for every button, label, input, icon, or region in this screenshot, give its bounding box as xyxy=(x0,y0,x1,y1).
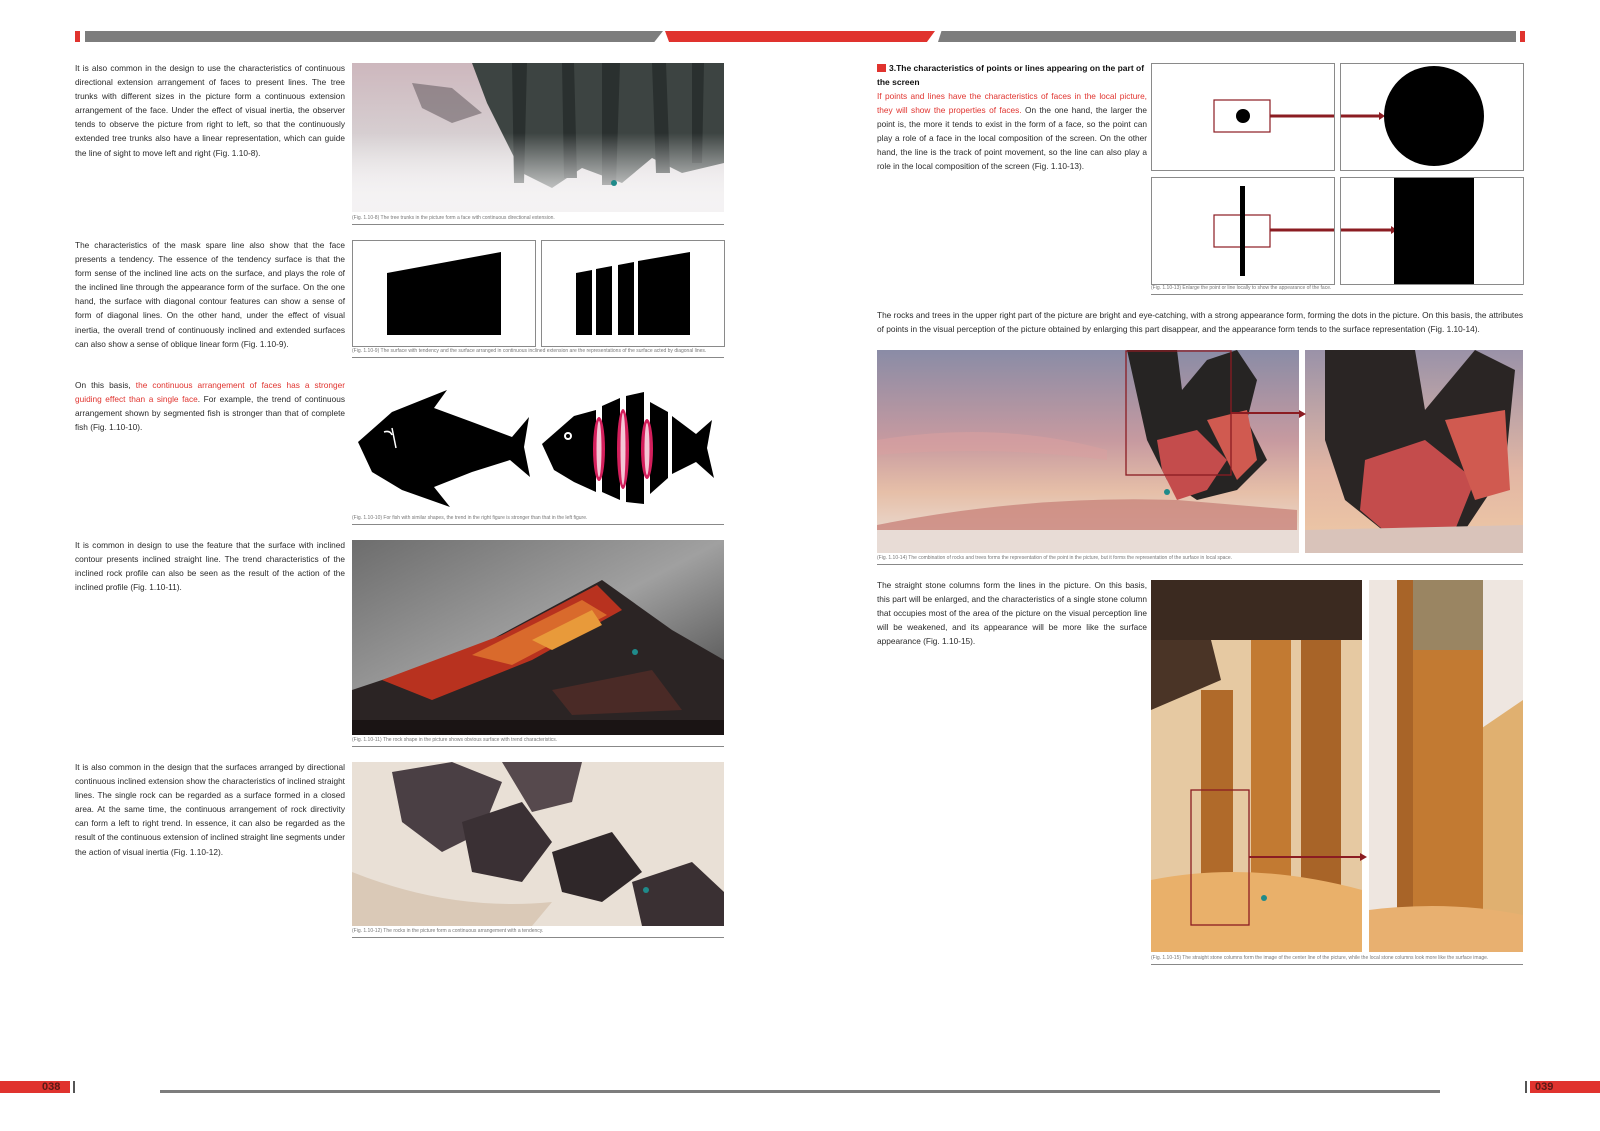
figure-stone-column-enlarged xyxy=(1369,580,1523,952)
section-heading xyxy=(877,61,1147,89)
paragraph-fig-1-10-11: It is common in design to use the feature that the surface with inclined contour presents inclined straight line. The trend characteristics of the inclined rock profile can also be seen as the result of the action of the inclined profile (Fig. 1.10-11). xyxy=(75,540,345,593)
heading-text: 3.The characteristics of points or lines appearing on the part of the screen xyxy=(877,63,1145,87)
figure-rocks-trees-full xyxy=(877,350,1299,553)
paragraph-fig-1-10-8: It is also common in the design to use the characteristics of continuous directional extension arrangement of faces to present lines. The tree trunks with different sizes in the picture form a continuous extension arrangement of the face. Under the effect of visual inertia, the observer tends to observe the picture from right to left, so that the continuously extended tree trunks also have a linear representation, which can guide the line of sight to move left and right (Fig. 1.10-8). xyxy=(75,63,345,158)
paragraph-text-prefix: On this basis, xyxy=(75,380,136,390)
caption-fig-1-10-10: (Fig. 1.10-10) For fish with similar shapes, the trend in the right figure is stronger than that in the left figure. xyxy=(352,515,724,525)
complete-fish xyxy=(358,390,530,507)
line-locator xyxy=(1152,178,1334,284)
caption-fig-1-10-13: (Fig. 1.10-13) Enlarge the point or line locally to show the appearance of the face. xyxy=(1151,285,1523,295)
caption-fig-1-10-8: (Fig. 1.10-8) The tree trunks in the picture form a face with continuous directional extension. xyxy=(352,215,724,225)
figure-tendency-surface-single xyxy=(352,240,536,347)
page-number-right: 039 xyxy=(1535,1081,1554,1093)
figure-line-small xyxy=(1151,177,1335,285)
paragraph-text-suffix: . For example, the trend of continuous arrangement shown by segmented fish is stronger than that of complete fish (Fig. 1.10-10). xyxy=(75,394,345,433)
paragraph-fig-1-10-13 xyxy=(877,89,1147,174)
header-gray-bar-left xyxy=(85,31,663,42)
heading-marker xyxy=(877,64,886,72)
landscape-painting xyxy=(877,350,1299,553)
enlarged-point xyxy=(1341,64,1523,170)
footer-divider-right xyxy=(1525,1081,1527,1093)
paragraph-fig-1-10-9: The characteristics of the mask spare line also show that the face presents a tendency. The essence of the tendency surface is that the form sense of the inclined line acts on the surface, and plays the role of the inclined line through the appearance form of the surface. On the one hand, the surface with diagonal contour features can show a sense of form of diagonal lines. On the other hand, under the effect of visual inertia, the overall trend of continuously inclined and extended surfaces can also show a sense of oblique linear form (Fig. 1.10-9). xyxy=(75,240,345,349)
paragraph-fig-1-10-12: It is also common in the design that the surfaces arranged by directional continuous inclined extension show the characteristics of inclined straight lines. The single rock can be regarded as a surface formed in a closed area. At the same time, the continuous arrangement of rock directivity can form a left to right trend. In essence, it can also be regarded as the result of the continuous extension of inclined straight line segments under the action of visual inertia (Fig. 1.10-12). xyxy=(75,762,345,857)
caption-fig-1-10-14: (Fig. 1.10-14) The combination of rocks and trees forms the representation of the point in the picture, but it forms the representation of the surface in local space. xyxy=(877,555,1523,565)
caption-fig-1-10-11: (Fig. 1.10-11) The rock shape in the picture shows obvious surface with trend characteristics. xyxy=(352,737,724,747)
forest-painting xyxy=(352,63,724,212)
caption-fig-1-10-12: (Fig. 1.10-12) The rocks in the picture form a continuous arrangement with a tendency. xyxy=(352,928,724,938)
caption-fig-1-10-9: (Fig. 1.10-9) The surface with tendency and the surface arranged in continuous inclined extension are the representations of the surface acted by diagonal lines. xyxy=(352,348,724,358)
paragraph-fig-1-10-15: The straight stone columns form the lines in the picture. On this basis, this part will be enlarged, and the characteristics of a single stone column that occupies most of the area of the picture on the visual perception line will be weakened, and its appearance will be more like the surface appearance (Fig. 1.10-15). xyxy=(877,580,1147,647)
caption-fig-1-10-15: (Fig. 1.10-15) The straight stone columns form the image of the center line of the picture, while the local stone columns look more like the surface image. xyxy=(1151,955,1523,965)
columns-painting xyxy=(1151,580,1362,952)
fish-silhouettes xyxy=(352,382,724,512)
header-bar xyxy=(0,0,1600,44)
header-red-mark-left xyxy=(75,31,80,42)
figure-rocks-trees-enlarged xyxy=(1305,350,1523,553)
highlight-text: the continuous arrangement of faces has a stronger guiding effect than a single face xyxy=(75,380,345,405)
point-locator xyxy=(1152,64,1334,170)
segmented-inclined-faces xyxy=(542,241,724,346)
figure-stone-columns-full xyxy=(1151,580,1362,952)
single-inclined-face xyxy=(353,241,535,346)
enlarged-line xyxy=(1341,178,1523,284)
header-red-mark-right xyxy=(1520,31,1525,42)
enlarged-landscape xyxy=(1305,350,1523,553)
rocks-painting xyxy=(352,762,724,926)
figure-line-enlarged xyxy=(1340,177,1524,285)
enlarged-column xyxy=(1369,580,1523,952)
rock-painting xyxy=(352,540,724,735)
paragraph-fig-1-10-14: The rocks and trees in the upper right part of the picture are bright and eye-catching, with a strong appearance form, forming the dots in the picture. On this basis, the attributes of points in the visual perception of the picture obtained by enlarging this part disappear, and the appearance form tends to the surface representation (Fig. 1.10-14). xyxy=(877,310,1523,335)
figure-rock-arrangement xyxy=(352,762,724,926)
segmented-fish xyxy=(542,392,714,504)
footer-gray-line xyxy=(160,1090,1440,1093)
figure-tree-trunks-fog xyxy=(352,63,724,212)
paragraph-text: On the one hand, the larger the point is, the more it tends to exist in the form of a face, so the point can play a role of a face in the local composition of the screen. On the other hand, the line is the track of point movement, so the line can also play a role in the local composition of the screen (Fig. 1.10-13). xyxy=(877,105,1148,172)
header-gray-bar-right xyxy=(938,31,1516,42)
footer-divider-left xyxy=(73,1081,75,1093)
figure-point-small xyxy=(1151,63,1335,171)
arrow-head-fig-14 xyxy=(1299,410,1306,418)
header-red-bar-center xyxy=(665,31,935,42)
figure-point-enlarged xyxy=(1340,63,1524,171)
highlight-text: If points and lines have the characteristics of faces in the local picture, they will show the properties of faces. xyxy=(877,91,1147,116)
figure-fish-comparison xyxy=(352,382,724,512)
figure-tendency-surface-segmented xyxy=(541,240,725,347)
paragraph-fig-1-10-10 xyxy=(75,378,345,434)
figure-inclined-rock xyxy=(352,540,724,735)
arrow-head-fig-15 xyxy=(1360,853,1367,861)
page-number-left: 038 xyxy=(42,1081,61,1093)
